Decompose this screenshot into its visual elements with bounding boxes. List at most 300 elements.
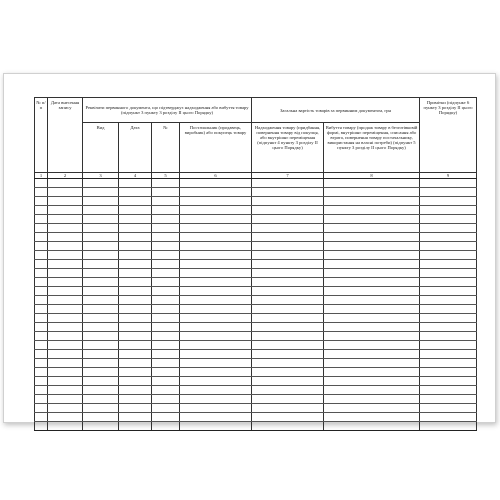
table-cell	[324, 215, 420, 224]
table-cell	[152, 377, 180, 386]
header-doc-date: Дата	[119, 123, 152, 173]
table-cell	[35, 233, 48, 242]
table-cell	[83, 422, 119, 431]
table-cell	[48, 332, 83, 341]
header-supplier: Постачальник (продавець, виробник) або покупець товару	[180, 123, 252, 173]
table-cell	[180, 251, 252, 260]
table-cell	[35, 278, 48, 287]
table-cell	[48, 224, 83, 233]
table-cell	[152, 260, 180, 269]
table-cell	[83, 323, 119, 332]
table-row	[35, 224, 477, 233]
header-entry-date: Дата внесення запису	[48, 98, 83, 173]
table-cell	[324, 287, 420, 296]
table-row	[35, 395, 477, 404]
table-cell	[324, 395, 420, 404]
table-cell	[252, 359, 324, 368]
table-cell	[152, 413, 180, 422]
table-row	[35, 422, 477, 431]
header-notes: Примітки (підпункт 6 пункту 3 розділу II цього Порядку)	[420, 98, 477, 173]
table-cell	[324, 377, 420, 386]
table-cell	[119, 350, 152, 359]
table-cell	[119, 233, 152, 242]
table-cell	[152, 224, 180, 233]
table-row	[35, 386, 477, 395]
table-cell	[180, 233, 252, 242]
table-cell	[324, 233, 420, 242]
table-cell	[119, 197, 152, 206]
table-cell	[152, 206, 180, 215]
table-cell	[324, 179, 420, 188]
table-cell	[83, 224, 119, 233]
table-cell	[152, 287, 180, 296]
table-cell	[119, 260, 152, 269]
table-cell	[83, 314, 119, 323]
table-cell	[180, 350, 252, 359]
table-cell	[180, 377, 252, 386]
table-cell	[180, 224, 252, 233]
table-row	[35, 359, 477, 368]
table-cell	[180, 242, 252, 251]
table-cell	[252, 350, 324, 359]
table-cell	[152, 215, 180, 224]
table-cell	[180, 287, 252, 296]
table-cell	[252, 278, 324, 287]
table-cell	[252, 233, 324, 242]
table-cell	[180, 332, 252, 341]
table-cell	[324, 260, 420, 269]
column-number: 5	[152, 173, 180, 179]
table-cell	[252, 386, 324, 395]
table-cell	[252, 188, 324, 197]
table-cell	[119, 287, 152, 296]
table-cell	[152, 179, 180, 188]
table-cell	[35, 422, 48, 431]
column-number: 8	[324, 173, 420, 179]
table-cell	[152, 197, 180, 206]
table-row	[35, 242, 477, 251]
table-cell	[152, 323, 180, 332]
table-cell	[324, 341, 420, 350]
table-cell	[48, 215, 83, 224]
table-cell	[83, 251, 119, 260]
table-cell	[48, 422, 83, 431]
table-cell	[48, 296, 83, 305]
table-cell	[420, 215, 477, 224]
table-cell	[35, 197, 48, 206]
table-cell	[119, 368, 152, 377]
table-cell	[324, 296, 420, 305]
table-row	[35, 368, 477, 377]
table-cell	[252, 260, 324, 269]
table-cell	[119, 188, 152, 197]
table-cell	[83, 260, 119, 269]
table-cell	[83, 188, 119, 197]
table-cell	[48, 341, 83, 350]
table-cell	[252, 242, 324, 251]
table-cell	[35, 269, 48, 278]
table-cell	[119, 341, 152, 350]
table-row	[35, 314, 477, 323]
table-cell	[35, 413, 48, 422]
table-cell	[83, 386, 119, 395]
ledger-body	[35, 179, 477, 431]
header-total-value: Загальна вартість товарів за первинним документом, грн	[252, 98, 420, 123]
table-row	[35, 323, 477, 332]
table-cell	[420, 287, 477, 296]
column-number: 1	[35, 173, 48, 179]
table-row	[35, 215, 477, 224]
table-cell	[420, 404, 477, 413]
table-cell	[35, 359, 48, 368]
table-cell	[119, 296, 152, 305]
table-cell	[35, 332, 48, 341]
table-cell	[420, 251, 477, 260]
column-number: 6	[180, 173, 252, 179]
table-row	[35, 404, 477, 413]
table-cell	[83, 359, 119, 368]
table-cell	[83, 179, 119, 188]
table-cell	[420, 278, 477, 287]
table-cell	[119, 395, 152, 404]
table-cell	[119, 305, 152, 314]
table-cell	[152, 251, 180, 260]
table-cell	[48, 404, 83, 413]
table-cell	[180, 314, 252, 323]
table-cell	[48, 314, 83, 323]
table-cell	[119, 377, 152, 386]
table-cell	[35, 323, 48, 332]
table-cell	[180, 359, 252, 368]
table-cell	[83, 242, 119, 251]
table-cell	[35, 314, 48, 323]
table-cell	[252, 413, 324, 422]
table-cell	[324, 368, 420, 377]
table-cell	[324, 413, 420, 422]
table-cell	[152, 269, 180, 278]
table-cell	[180, 422, 252, 431]
table-cell	[324, 188, 420, 197]
table-cell	[324, 323, 420, 332]
table-cell	[152, 404, 180, 413]
table-cell	[35, 395, 48, 404]
table-row	[35, 260, 477, 269]
table-row	[35, 350, 477, 359]
table-cell	[180, 341, 252, 350]
table-cell	[152, 395, 180, 404]
column-number: 4	[119, 173, 152, 179]
table-cell	[420, 413, 477, 422]
table-cell	[83, 296, 119, 305]
table-cell	[252, 314, 324, 323]
table-cell	[324, 305, 420, 314]
table-row	[35, 377, 477, 386]
table-cell	[48, 242, 83, 251]
table-cell	[180, 206, 252, 215]
table-cell	[83, 278, 119, 287]
table-cell	[324, 332, 420, 341]
table-cell	[35, 224, 48, 233]
table-cell	[48, 368, 83, 377]
table-cell	[83, 368, 119, 377]
table-cell	[48, 251, 83, 260]
table-cell	[324, 422, 420, 431]
table-cell	[252, 251, 324, 260]
table-cell	[48, 350, 83, 359]
table-cell	[420, 323, 477, 332]
table-cell	[35, 242, 48, 251]
table-cell	[48, 278, 83, 287]
table-cell	[420, 179, 477, 188]
table-cell	[119, 359, 152, 368]
table-cell	[119, 323, 152, 332]
table-cell	[48, 197, 83, 206]
table-cell	[420, 377, 477, 386]
table-cell	[420, 206, 477, 215]
table-cell	[152, 332, 180, 341]
table-cell	[324, 251, 420, 260]
table-cell	[48, 305, 83, 314]
table-cell	[119, 386, 152, 395]
table-row	[35, 188, 477, 197]
table-cell	[420, 386, 477, 395]
table-row	[35, 296, 477, 305]
table-cell	[83, 377, 119, 386]
table-cell	[83, 341, 119, 350]
table-cell	[252, 197, 324, 206]
table-cell	[180, 305, 252, 314]
table-cell	[35, 188, 48, 197]
table-cell	[324, 224, 420, 233]
table-cell	[83, 332, 119, 341]
table-cell	[152, 242, 180, 251]
table-cell	[152, 188, 180, 197]
table-cell	[420, 233, 477, 242]
table-cell	[83, 206, 119, 215]
header-row-number: № п/п	[35, 98, 48, 173]
table-cell	[180, 260, 252, 269]
table-cell	[35, 296, 48, 305]
table-cell	[420, 188, 477, 197]
table-row	[35, 413, 477, 422]
table-cell	[252, 323, 324, 332]
table-cell	[152, 368, 180, 377]
table-cell	[252, 296, 324, 305]
table-cell	[324, 386, 420, 395]
table-cell	[324, 404, 420, 413]
table-cell	[83, 404, 119, 413]
column-number: 7	[252, 173, 324, 179]
table-cell	[119, 314, 152, 323]
table-cell	[324, 206, 420, 215]
table-cell	[83, 233, 119, 242]
table-cell	[180, 278, 252, 287]
table-cell	[420, 260, 477, 269]
table-cell	[420, 422, 477, 431]
table-cell	[180, 386, 252, 395]
table-cell	[180, 323, 252, 332]
table-cell	[48, 359, 83, 368]
table-cell	[180, 404, 252, 413]
column-number: 2	[48, 173, 83, 179]
table-cell	[48, 323, 83, 332]
table-cell	[83, 269, 119, 278]
table-cell	[119, 206, 152, 215]
ledger-table	[34, 97, 477, 431]
column-number: 9	[420, 173, 477, 179]
table-cell	[420, 242, 477, 251]
table-cell	[119, 224, 152, 233]
table-cell	[48, 377, 83, 386]
table-cell	[48, 287, 83, 296]
table-cell	[252, 215, 324, 224]
header-incoming: Надходження товару (придбання, повернення товару від покупця, або внутрішнє переміщення (підпункт 4 пункту 3 розділу II цього Порядку)	[252, 123, 324, 173]
table-cell	[152, 359, 180, 368]
table-cell	[420, 395, 477, 404]
table-cell	[180, 269, 252, 278]
table-cell	[48, 413, 83, 422]
table-cell	[35, 368, 48, 377]
table-row	[35, 179, 477, 188]
table-cell	[180, 179, 252, 188]
table-cell	[35, 350, 48, 359]
table-cell	[252, 377, 324, 386]
table-cell	[35, 215, 48, 224]
ledger-sheet	[3, 73, 496, 423]
table-cell	[119, 278, 152, 287]
column-number: 3	[83, 173, 119, 179]
table-cell	[48, 269, 83, 278]
table-cell	[83, 350, 119, 359]
table-cell	[119, 251, 152, 260]
table-cell	[152, 341, 180, 350]
table-cell	[152, 386, 180, 395]
table-cell	[83, 395, 119, 404]
table-cell	[420, 305, 477, 314]
table-cell	[83, 287, 119, 296]
table-cell	[48, 179, 83, 188]
table-cell	[420, 269, 477, 278]
table-cell	[119, 269, 152, 278]
table-cell	[420, 368, 477, 377]
table-cell	[48, 386, 83, 395]
table-cell	[252, 179, 324, 188]
table-cell	[420, 296, 477, 305]
table-row	[35, 278, 477, 287]
table-cell	[324, 359, 420, 368]
table-cell	[180, 188, 252, 197]
table-cell	[252, 368, 324, 377]
table-row	[35, 269, 477, 278]
header-outgoing: Вибуття товару (продаж товару в безготівковій формі, внутрішнє переміщення, списання або втрата, повернення товару постачальнику, використання на власні потреби) (підпункт 5 пункту 3 розділу II цього Порядку)	[324, 123, 420, 173]
table-cell	[420, 332, 477, 341]
table-cell	[252, 206, 324, 215]
table-cell	[252, 422, 324, 431]
table-cell	[152, 278, 180, 287]
table-cell	[420, 197, 477, 206]
table-cell	[35, 386, 48, 395]
table-cell	[152, 233, 180, 242]
table-cell	[420, 359, 477, 368]
table-cell	[83, 305, 119, 314]
table-cell	[119, 413, 152, 422]
table-row	[35, 287, 477, 296]
table-cell	[180, 296, 252, 305]
table-cell	[83, 215, 119, 224]
table-cell	[420, 350, 477, 359]
table-cell	[420, 341, 477, 350]
table-cell	[152, 350, 180, 359]
table-cell	[324, 278, 420, 287]
table-cell	[119, 404, 152, 413]
table-cell	[324, 314, 420, 323]
table-cell	[252, 269, 324, 278]
table-cell	[35, 179, 48, 188]
table-cell	[35, 260, 48, 269]
table-cell	[35, 341, 48, 350]
table-cell	[252, 305, 324, 314]
table-row	[35, 206, 477, 215]
table-cell	[180, 413, 252, 422]
table-cell	[48, 395, 83, 404]
table-cell	[252, 332, 324, 341]
table-cell	[35, 287, 48, 296]
table-cell	[48, 188, 83, 197]
table-cell	[119, 422, 152, 431]
table-cell	[152, 305, 180, 314]
table-cell	[180, 215, 252, 224]
table-cell	[252, 395, 324, 404]
table-row	[35, 251, 477, 260]
table-cell	[252, 287, 324, 296]
table-cell	[324, 197, 420, 206]
table-cell	[48, 260, 83, 269]
table-cell	[35, 251, 48, 260]
table-cell	[180, 368, 252, 377]
table-cell	[252, 404, 324, 413]
table-cell	[119, 332, 152, 341]
table-row	[35, 341, 477, 350]
table-cell	[35, 404, 48, 413]
table-cell	[180, 395, 252, 404]
table-row	[35, 332, 477, 341]
table-row	[35, 305, 477, 314]
table-cell	[152, 422, 180, 431]
table-cell	[35, 377, 48, 386]
table-cell	[152, 296, 180, 305]
table-cell	[48, 233, 83, 242]
table-cell	[152, 314, 180, 323]
table-cell	[119, 215, 152, 224]
table-cell	[252, 341, 324, 350]
table-cell	[252, 224, 324, 233]
table-row	[35, 233, 477, 242]
table-cell	[420, 314, 477, 323]
table-cell	[35, 305, 48, 314]
header-doc-type: Вид	[83, 123, 119, 173]
header-doc-number: №	[152, 123, 180, 173]
table-cell	[83, 413, 119, 422]
table-row	[35, 197, 477, 206]
table-cell	[83, 197, 119, 206]
table-cell	[35, 206, 48, 215]
header-document-details: Реквізити первинного документа, що підтверджує надходження або вибуття товару (підпункт 3 пункту 3 розділу II цього Порядку)	[83, 98, 252, 123]
table-cell	[119, 242, 152, 251]
table-cell	[119, 179, 152, 188]
table-cell	[420, 224, 477, 233]
table-cell	[324, 350, 420, 359]
table-cell	[180, 197, 252, 206]
